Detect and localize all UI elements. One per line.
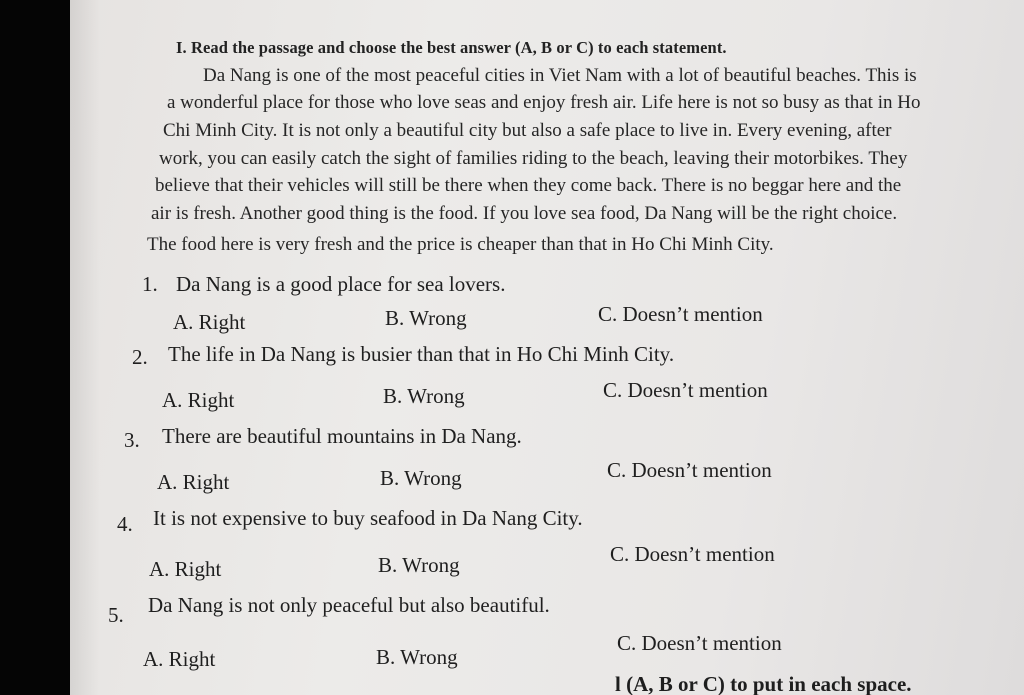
passage-line: work, you can easily catch the sight of families riding to the beach, leaving their motorbikes. They	[159, 148, 908, 169]
dark-background-edge	[0, 0, 70, 695]
question-text: There are beautiful mountains in Da Nang.	[162, 424, 522, 448]
option-b[interactable]: B. Wrong	[380, 466, 462, 490]
worksheet-page	[70, 0, 1024, 695]
section-heading: I. Read the passage and choose the best answer (A, B or C) to each statement.	[176, 38, 727, 57]
option-b[interactable]: B. Wrong	[385, 306, 467, 330]
passage-line: The food here is very fresh and the price is cheaper than that in Ho Chi Minh City.	[147, 234, 774, 255]
option-b[interactable]: B. Wrong	[383, 384, 465, 408]
question-number: 2.	[132, 345, 148, 369]
option-c[interactable]: C. Doesn’t mention	[607, 458, 772, 482]
question-text: It is not expensive to buy seafood in Da Nang City.	[153, 506, 583, 530]
option-c[interactable]: C. Doesn’t mention	[603, 378, 768, 402]
next-section-heading-partial: l (A, B or C) to put in each space.	[615, 672, 912, 695]
question-number: 4.	[117, 512, 133, 536]
option-c[interactable]: C. Doesn’t mention	[610, 542, 775, 566]
question-text: The life in Da Nang is busier than that in Ho Chi Minh City.	[168, 342, 675, 366]
option-b[interactable]: B. Wrong	[378, 553, 460, 577]
option-c[interactable]: C. Doesn’t mention	[617, 631, 782, 655]
question-number: 5.	[108, 603, 124, 627]
option-a[interactable]: A. Right	[157, 470, 230, 494]
option-c[interactable]: C. Doesn’t mention	[598, 302, 763, 326]
passage-line: Da Nang is one of the most peaceful cities in Viet Nam with a lot of beautiful beaches. This is	[203, 65, 917, 86]
question-text: Da Nang is not only peaceful but also beautiful.	[148, 593, 550, 617]
passage-line: air is fresh. Another good thing is the food. If you love sea food, Da Nang will be the right choice.	[151, 203, 898, 224]
passage-line: a wonderful place for those who love seas and enjoy fresh air. Life here is not so busy as that in Ho	[167, 92, 921, 113]
question-text: Da Nang is a good place for sea lovers.	[176, 272, 506, 296]
question-number: 1.	[142, 272, 158, 296]
option-a[interactable]: A. Right	[162, 388, 235, 412]
question-number: 3.	[124, 428, 140, 452]
option-a[interactable]: A. Right	[149, 557, 222, 581]
passage-line: believe that their vehicles will still be there when they come back. There is no beggar here and the	[155, 175, 902, 196]
option-b[interactable]: B. Wrong	[376, 645, 458, 669]
option-a[interactable]: A. Right	[173, 310, 246, 334]
passage-line: Chi Minh City. It is not only a beautiful city but also a safe place to live in. Every evening, after	[163, 120, 892, 141]
option-a[interactable]: A. Right	[143, 647, 216, 671]
